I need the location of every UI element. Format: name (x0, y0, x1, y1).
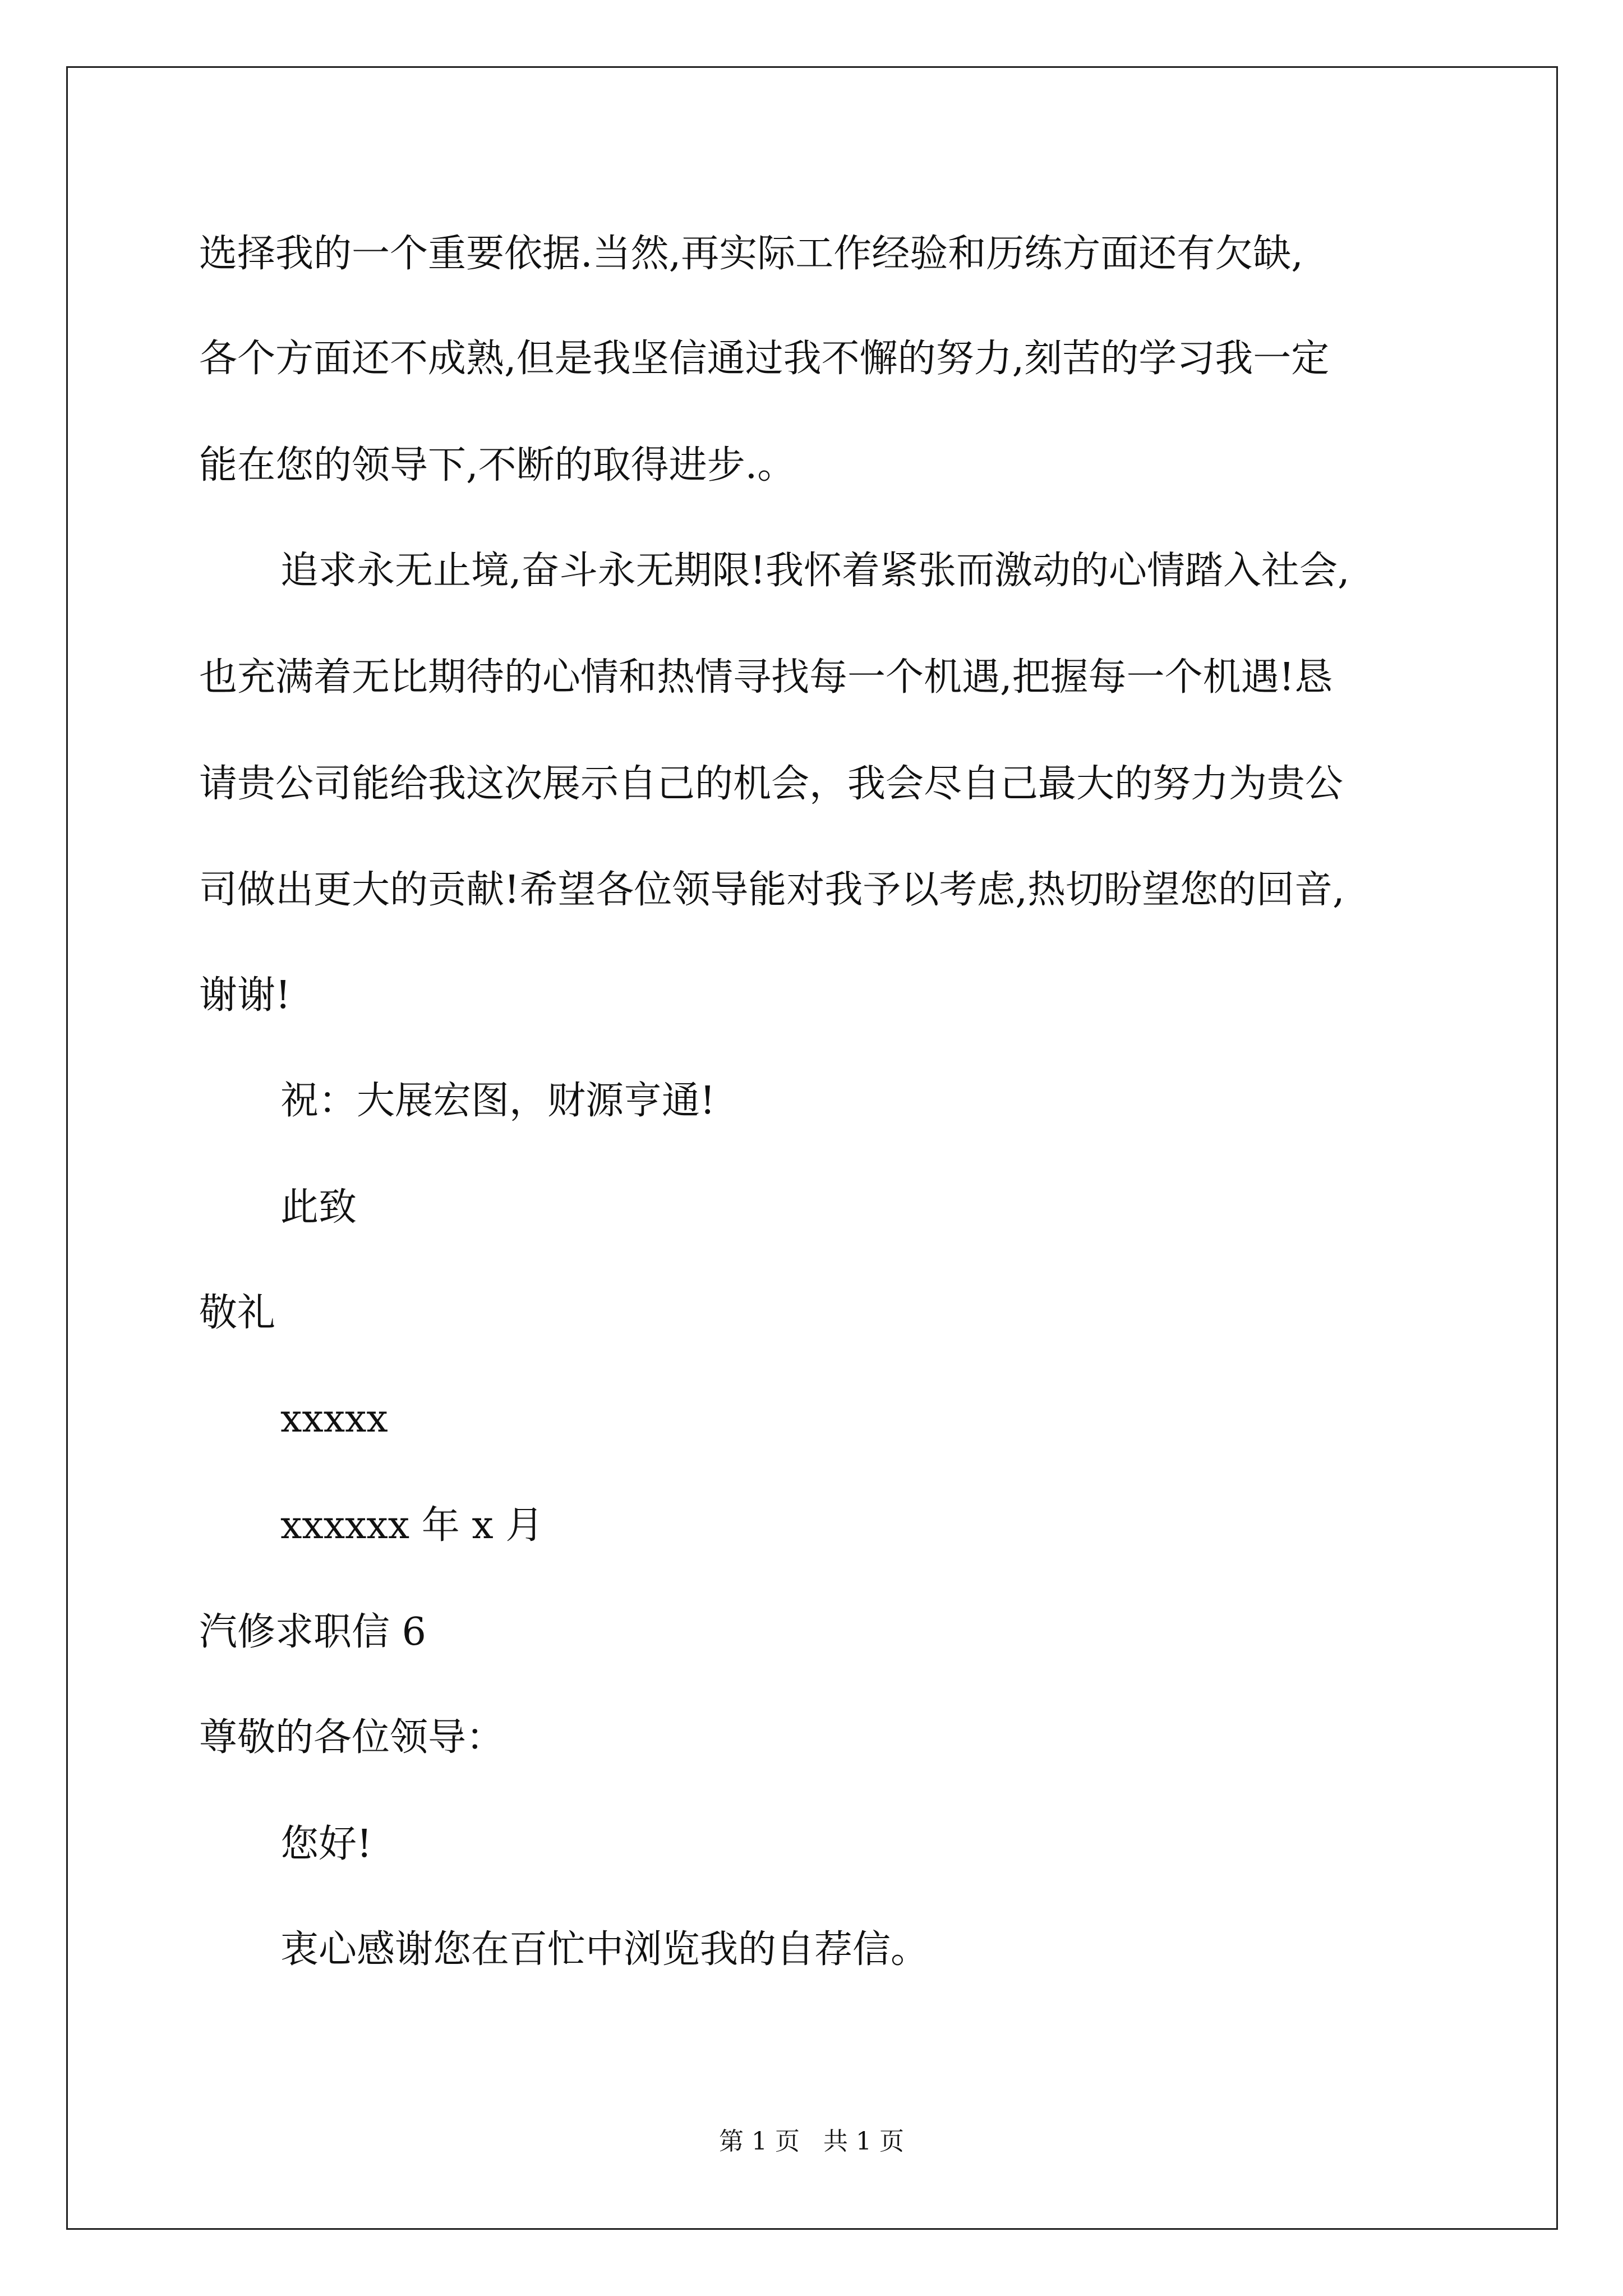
body-line-4: 追求永无止境,奋斗永无期限!我怀着紧张而激动的心情踏入社会, (280, 549, 1350, 593)
body-line-1: 选择我的一个重要依据.当然,再实际工作经验和历练方面还有欠缺, (199, 232, 1303, 276)
body-line-7: 司做出更大的贡献!希望各位领导能对我予以考虑,热切盼望您的回音, (199, 868, 1345, 912)
body-line-2: 各个方面还不成熟,但是我坚信通过我不懈的努力,刻苦的学习我一定 (199, 337, 1330, 381)
body-line-5: 也充满着无比期待的心情和热情寻找每一个机遇,把握每一个机遇!恳 (199, 655, 1332, 700)
signature-date: xxxxxx 年 x 月 (280, 1503, 544, 1548)
letter-hello: 您好! (280, 1822, 372, 1866)
letter-body-line: 衷心感谢您在百忙中浏览我的自荐信。 (280, 1927, 929, 1972)
page-total: 共 1 页 (823, 2127, 904, 2156)
section-title: 汽修求职信 6 (199, 1610, 426, 1654)
signature-name: xxxxx (280, 1397, 388, 1441)
body-line-6: 请贵公司能给我这次展示自己的机会，我会尽自己最大的努力为贵公 (199, 762, 1344, 806)
body-line-8: 谢谢! (199, 973, 291, 1018)
page-footer (0, 2125, 1623, 2159)
closing-wish: 祝：大展宏图，财源亨通! (280, 1079, 716, 1123)
body-line-3: 能在您的领导下,不断的取得进步.。 (199, 443, 796, 487)
page-number: 第 1 页 (719, 2127, 800, 2156)
closing-salutation: 此致 (280, 1185, 357, 1230)
page-border (66, 66, 1558, 2230)
letter-greeting: 尊敬的各位领导： (199, 1715, 505, 1760)
closing-regards: 敬礼 (199, 1291, 276, 1335)
